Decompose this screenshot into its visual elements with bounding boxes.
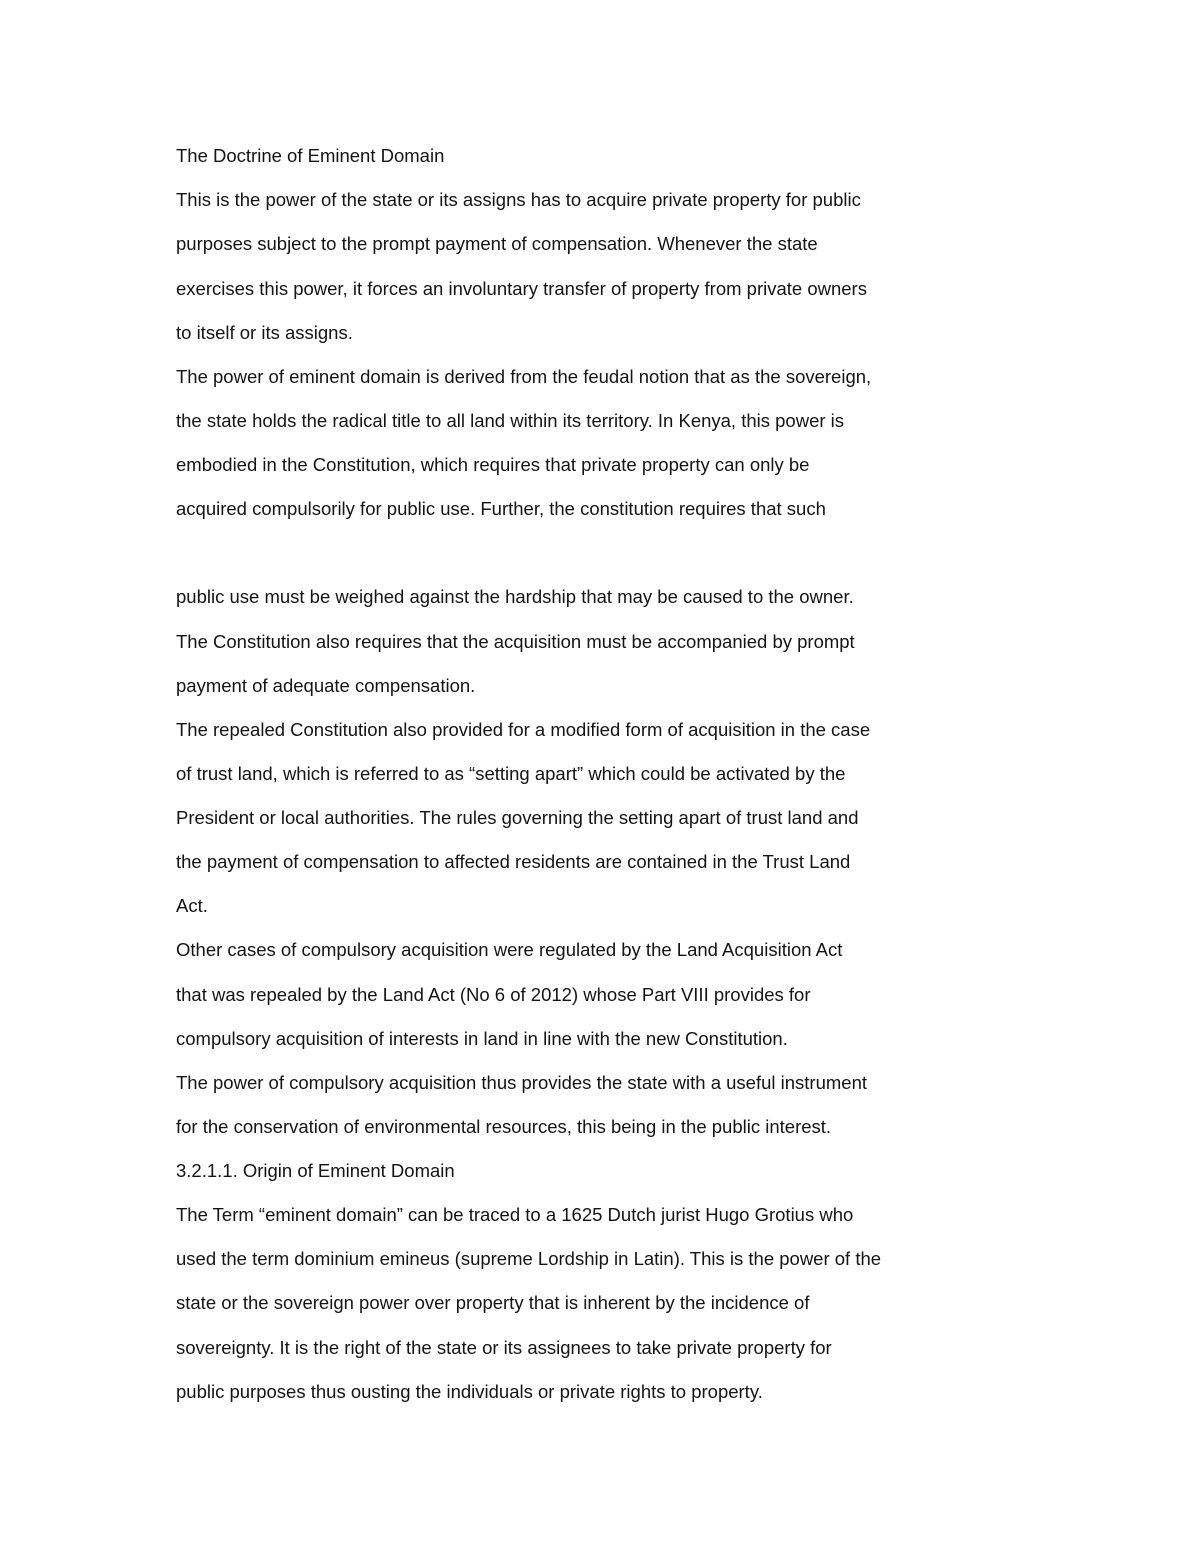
text-line: that was repealed by the Land Act (No 6 of 2012) whose Part VIII provides for	[176, 984, 811, 1005]
text-line: public purposes thus ousting the individuals or private rights to property.	[176, 1381, 763, 1402]
text-line: President or local authorities. The rules governing the setting apart of trust land and	[176, 807, 859, 828]
text-line: sovereignty. It is the right of the state or its assignees to take private property for	[176, 1337, 832, 1358]
text-line: acquired compulsorily for public use. Further, the constitution requires that such	[176, 498, 826, 519]
text-line: for the conservation of environmental resources, this being in the public interest.	[176, 1116, 832, 1137]
text-line: compulsory acquisition of interests in land in line with the new Constitution.	[176, 1028, 788, 1049]
text-line: Other cases of compulsory acquisition were regulated by the Land Acquisition Act	[176, 939, 843, 960]
text-line: The Term “eminent domain” can be traced to a 1625 Dutch jurist Hugo Grotius who	[176, 1204, 854, 1225]
text-line: The power of eminent domain is derived from the feudal notion that as the sovereign,	[176, 366, 872, 387]
text-line: This is the power of the state or its assigns has to acquire private property for public	[176, 189, 861, 210]
text-line: used the term dominium emineus (supreme Lordship in Latin). This is the power of the	[176, 1248, 882, 1269]
text-line: state or the sovereign power over property that is inherent by the incidence of	[176, 1292, 810, 1313]
text-line: The Constitution also requires that the acquisition must be accompanied by prompt	[176, 631, 855, 652]
text-line: embodied in the Constitution, which requires that private property can only be	[176, 454, 810, 475]
text-line: the payment of compensation to affected residents are contained in the Trust Land	[176, 851, 851, 872]
text-line: the state holds the radical title to all land within its territory. In Kenya, this power is	[176, 410, 845, 431]
text-line: purposes subject to the prompt payment of compensation. Whenever the state	[176, 233, 818, 254]
text-line: Act.	[176, 895, 208, 916]
document-title: The Doctrine of Eminent Domain	[176, 145, 445, 166]
section-heading: 3.2.1.1. Origin of Eminent Domain	[176, 1160, 455, 1181]
text-line: public use must be weighed against the hardship that may be caused to the owner.	[176, 586, 854, 607]
text-line: The power of compulsory acquisition thus provides the state with a useful instrument	[176, 1072, 868, 1093]
text-line: to itself or its assigns.	[176, 322, 353, 343]
text-line: exercises this power, it forces an involuntary transfer of property from private owners	[176, 278, 867, 299]
text-line: payment of adequate compensation.	[176, 675, 476, 696]
text-line: The repealed Constitution also provided for a modified form of acquisition in the case	[176, 719, 871, 740]
text-line: of trust land, which is referred to as “setting apart” which could be activated by the	[176, 763, 846, 784]
